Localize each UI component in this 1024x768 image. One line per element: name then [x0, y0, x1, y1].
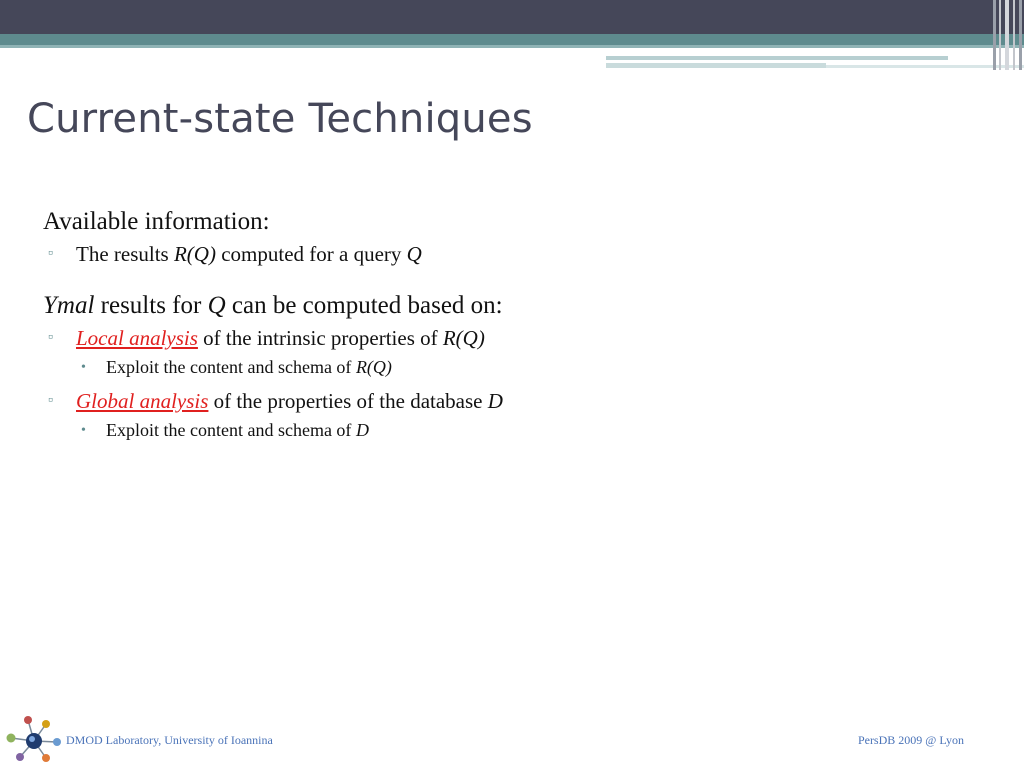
footer-affiliation: DMOD Laboratory, University of Ioannina: [66, 733, 273, 747]
header-stripe-1: [606, 56, 948, 60]
section-heading-ymal: Ymal results for Q can be computed based on:: [43, 292, 503, 319]
header-dark-bar: [0, 0, 1024, 34]
global-analysis-link[interactable]: Global analysis: [76, 389, 209, 413]
sub-bullet-local: • Exploit the content and schema of R(Q): [43, 353, 983, 382]
header-vbar-2: [999, 0, 1001, 70]
dot-bullet-icon: •: [81, 360, 86, 375]
section-heading-available: Available information:: [43, 208, 270, 235]
square-bullet-icon: ▫: [48, 330, 53, 345]
header-vbar-4: [1013, 0, 1015, 70]
slide-title: Current-state Techniques: [27, 96, 533, 142]
header-vbar-5: [1019, 0, 1022, 70]
dot-bullet-icon: •: [81, 423, 86, 438]
dmod-logo-icon: [2, 714, 64, 766]
header-vbar-1: [993, 0, 996, 70]
square-bullet-icon: ▫: [48, 393, 53, 408]
footer-event: PersDB 2009 @ Lyon: [857, 733, 964, 747]
header-white-gap: [606, 48, 1024, 56]
local-analysis-link[interactable]: Local analysis: [76, 326, 198, 350]
square-bullet-icon: ▫: [48, 246, 53, 261]
bullet-local-analysis: ▫ Local analysis of the intrinsic properties of R(Q): [43, 323, 983, 353]
slide-content: [43, 205, 983, 445]
bullet-results: ▫ The results R(Q) computed for a query Q: [43, 239, 983, 269]
sub-bullet-global: • Exploit the content and schema of D: [43, 416, 983, 445]
header-vbar-3: [1005, 0, 1009, 70]
header-teal-bar: [0, 34, 1024, 45]
header-stripe-2: [606, 63, 826, 68]
bullet-global-analysis: ▫ Global analysis of the properties of the database D: [43, 386, 983, 416]
